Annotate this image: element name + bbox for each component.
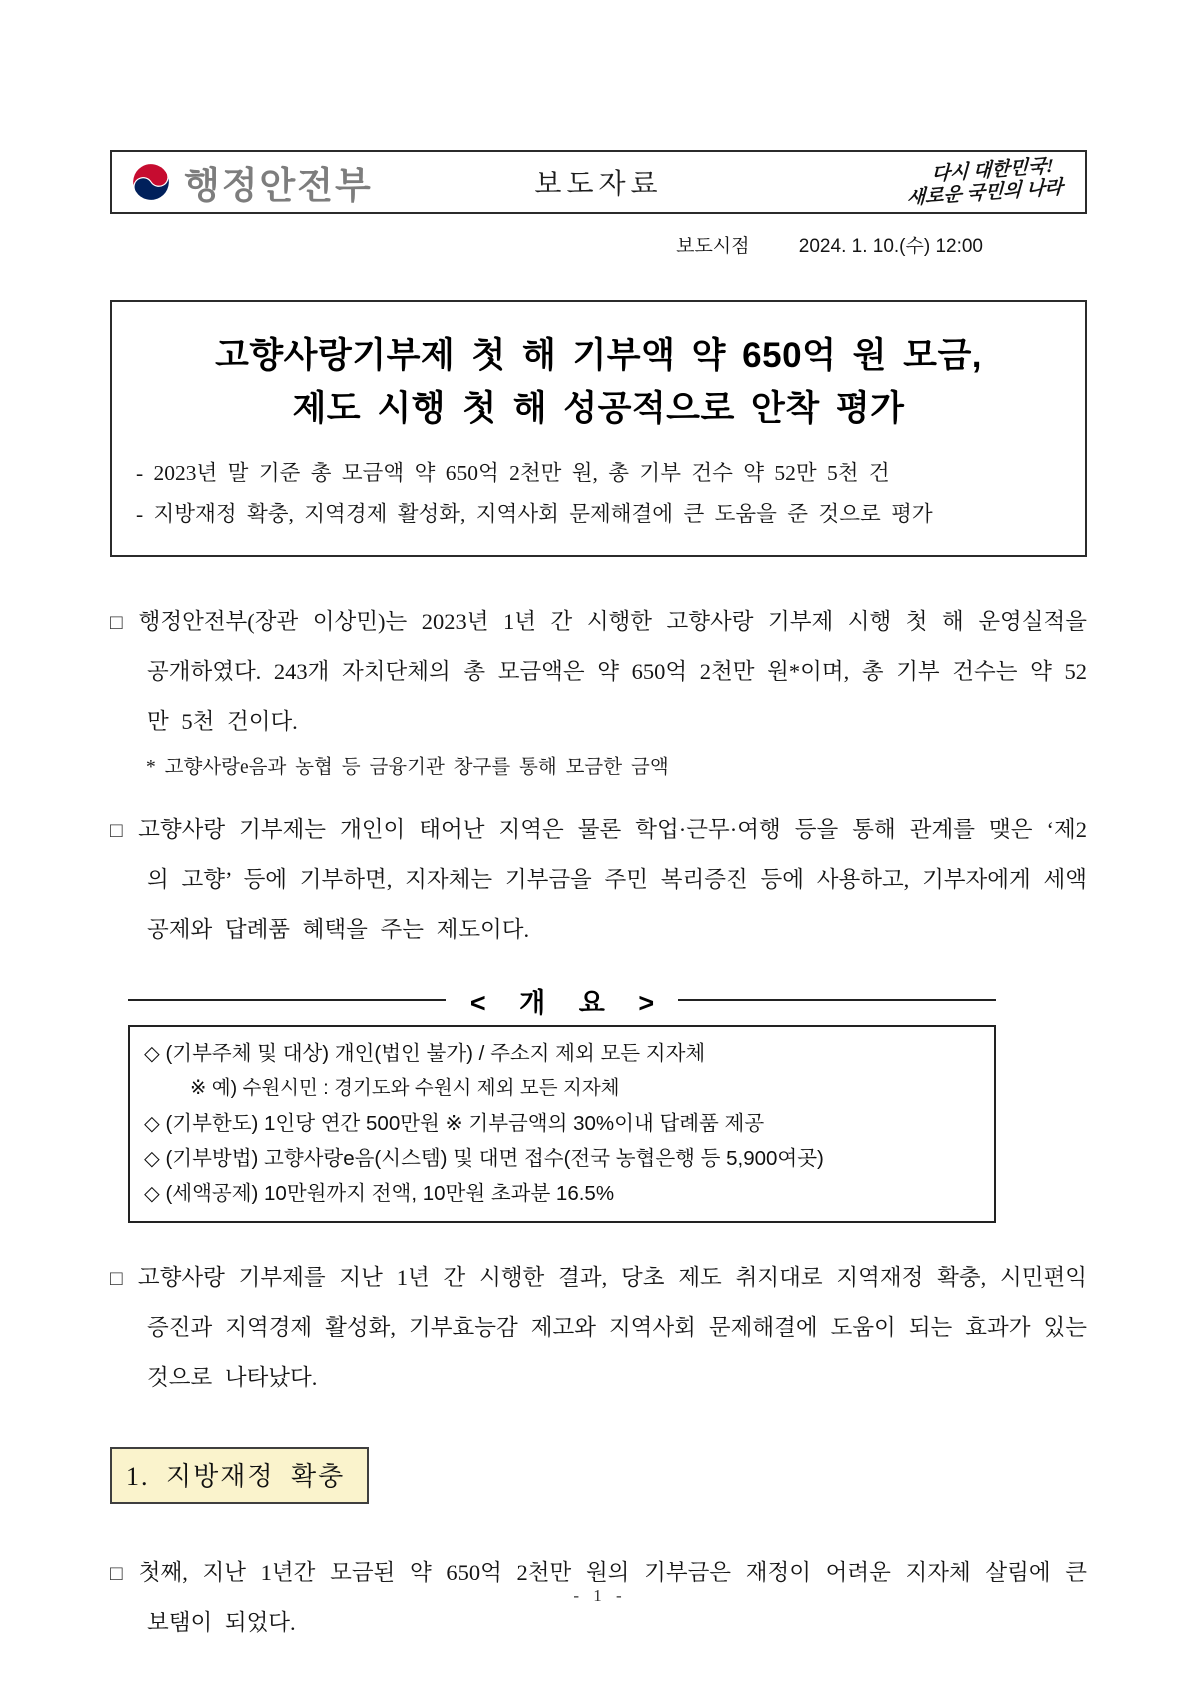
- paragraph-marker: □: [110, 609, 125, 634]
- paragraph-marker: □: [110, 817, 125, 842]
- overview-heading: < 개 요 >: [469, 987, 655, 1018]
- doc-type-wrap: [464, 162, 733, 202]
- paragraph-marker: □: [110, 1560, 125, 1585]
- release-time-label: 보도시점: [676, 236, 750, 257]
- footnote: * 고향사랑e음과 농협 등 금융기관 창구를 통해 모금한 금액: [146, 756, 669, 778]
- title-box: [110, 300, 1087, 557]
- overview-item-1-note: ※ 예) 수원시민 : 경기도와 수원시 제외 모든 지자체: [190, 1076, 620, 1099]
- government-slogan: [906, 155, 1064, 210]
- paragraph-text: 행정안전부(장관 이상민)는 2023년 1년 간 시행한 고향사랑 기부제 시행 첫 해 운영실적을 공개하였다. 243개 자치단체의 총 모금액은 약 650억 2천만 원*이며, 총 기부 건수는 약 52만 5천 건이다.: [138, 608, 1088, 734]
- overview-box: [128, 1025, 996, 1223]
- overview-item-2: ◇ (기부한도) 1인당 연간 500만원 ※ 기부금액의 30%이내 답례품 제공: [144, 1111, 765, 1135]
- body-paragraph-3: [110, 1253, 1087, 1403]
- paragraph-text: 고향사랑 기부제는 개인이 태어난 지역은 물론 학업·근무·여행 등을 통해 관계를 맺은 ‘제2의 고향’ 등에 기부하면, 지자체는 기부금을 주민 복리증진 등에 사용하고, 기부자에게 세액공제와 답례품 혜택을 주는 제도이다.: [138, 816, 1087, 942]
- slogan-line1: 다시 대한민국!: [930, 155, 1054, 186]
- section-1-heading: 1. 지방재정 확충: [110, 1447, 369, 1504]
- slogan-wrap: [733, 155, 1069, 210]
- ministry-logo-group: [128, 155, 464, 209]
- government-taegeuk-icon: [128, 159, 174, 205]
- body-paragraph-2: [110, 805, 1087, 955]
- doc-type-label: 보도자료: [534, 168, 663, 199]
- overview-item-1: ◇ (기부주체 및 대상) 개인(법인 불가) / 주소지 제외 모든 지자체: [144, 1041, 706, 1065]
- ministry-name: 행정안전부: [184, 165, 373, 206]
- page-content: [110, 0, 1087, 1648]
- overview-item-3: ◇ (기부방법) 고향사랑e음(시스템) 및 대면 접수(전국 농협은행 등 5,900여곳): [144, 1146, 824, 1170]
- paragraph-text: 고향사랑 기부제를 지난 1년 간 시행한 결과, 당초 제도 취지대로 지역재정 확충, 시민편익 증진과 지역경제 활성화, 기부효능감 제고와 지역사회 문제해결에 도움이 되는 효과가 있는 것으로 나타났다.: [137, 1264, 1087, 1390]
- headline-subtitle-2: - 지방재정 확충, 지역경제 활성화, 지역사회 문제해결에 큰 도움을 준 것으로 평가: [136, 501, 933, 526]
- headline-subtitles: [130, 453, 1067, 535]
- body-paragraph-1: [110, 597, 1087, 747]
- header-bar: [110, 150, 1087, 214]
- headline-subtitle-1: - 2023년 말 기준 총 모금액 약 650억 2천만 원, 총 기부 건수 약 52만 5천 건: [136, 461, 890, 485]
- overview-rule-right: [678, 999, 996, 1001]
- release-time-value: 2024. 1. 10.(수) 12:00: [798, 236, 983, 257]
- overview-rule-left: [128, 999, 446, 1001]
- headline-line2: 제도 시행 첫 해 성공적으로 안착 평가: [292, 388, 905, 428]
- page-number: - 1 -: [573, 1586, 627, 1605]
- overview-section: [128, 981, 996, 1223]
- headline-line1: 고향사랑기부제 첫 해 기부액 약 650억 원 모금,: [215, 336, 982, 375]
- release-time-line: [110, 231, 1087, 258]
- paragraph-marker: □: [110, 1265, 124, 1290]
- overview-item-4: ◇ (세액공제) 10만원까지 전액, 10만원 초과분 16.5%: [144, 1181, 615, 1205]
- slogan-line2: 새로운 국민의 나라: [906, 177, 1063, 210]
- overview-heading-row: [128, 981, 996, 1020]
- paragraph-text: 첫째, 지난 1년간 모금된 약 650억 2천만 원의 기부금은 재정이 어려운 지자체 살림에 큰 보탬이 되었다.: [138, 1559, 1087, 1635]
